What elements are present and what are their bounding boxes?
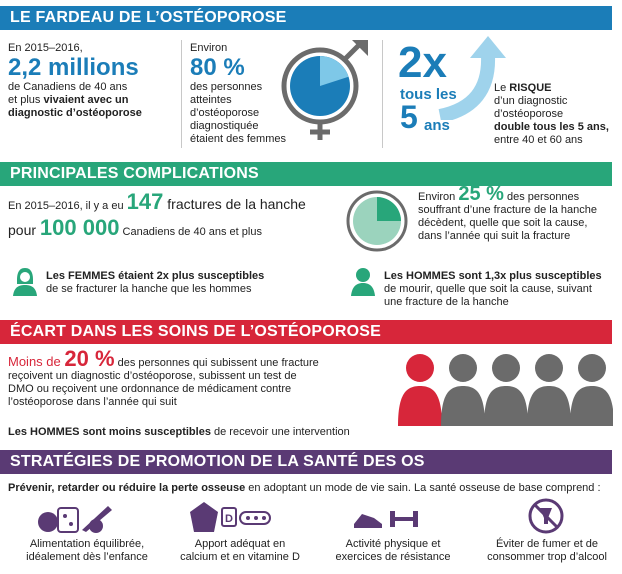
section-header-strategies: STRATÉGIES DE PROMOTION DE LA SANTÉ DES OS (0, 450, 612, 474)
person-icon (484, 354, 528, 426)
exercise-icon (352, 506, 422, 532)
section-header-care-gap: ÉCART DANS LES SOINS DE L’OSTÉOPOROSE (0, 320, 612, 344)
burden-line2: et plus vivaient avec un (8, 94, 129, 106)
risk-multiplier: 2x (398, 38, 447, 87)
vitamin-d-label: D (225, 513, 233, 525)
people-row-icon (398, 350, 613, 426)
food-icon (36, 500, 116, 534)
fracture-line1: En 2015–2016, il y a eu 147 fractures de la hanche (8, 189, 306, 214)
person-icon (527, 354, 571, 426)
burden-line1: de Canadiens de 40 ans (8, 81, 128, 93)
person-highlighted-icon (398, 354, 442, 426)
risk-years: ans (424, 117, 450, 134)
women-intro: Environ (190, 42, 228, 54)
care-gap-text: Moins de 20 % des personnes qui subissent une fracture reçoivent un diagnostic d’ostéoporose, subissent un test de DMO ou reçoivent une ordonnance de médicament contre l’ostéoporose dans l’année qui suit (8, 346, 319, 408)
care-gap-men: Les HOMMES sont moins susceptibles de recevoir une intervention (8, 426, 350, 438)
divider (181, 40, 182, 148)
fracture-line2: pour 100 000 Canadiens de 40 ans et plus (8, 215, 262, 240)
risk-every: tous les (400, 86, 457, 103)
strategy-item-avoid: Éviter de fumer et de consommer trop d’alcool (487, 538, 607, 563)
strategy-item-calcium: Apport adéquat en calcium et en vitamine D (180, 538, 300, 563)
section-header-complications: PRINCIPALES COMPLICATIONS (0, 162, 612, 186)
gender-pie-icon (276, 38, 376, 142)
burden-big-number: 2,2 millions (8, 54, 139, 81)
strategy-item-food: Alimentation équilibrée, idéalement dès l’enfance (26, 538, 148, 563)
women-percent: 80 % (190, 54, 245, 81)
strategy-item-exercise: Activité physique et exercices de résistance (335, 538, 451, 563)
mortality-text: Environ 25 % des personnes souffrant d’une fracture de la hanche décèdent, quelle que soit la cause, dans l’année qui suit la fracture (418, 183, 597, 242)
women-lines: des personnes atteintes d’ostéoporose diagnostiquée étaient des femmes (190, 81, 286, 145)
section-header-burden: LE FARDEAU DE L’OSTÉOPOROSE (0, 6, 612, 30)
person-icon (570, 354, 613, 426)
burden-line3: diagnostic d’ostéoporose (8, 107, 142, 119)
man-icon (350, 266, 376, 296)
burden-intro: En 2015–2016, (8, 42, 83, 54)
no-smoking-icon (528, 498, 564, 534)
person-icon (441, 354, 485, 426)
men-mortality-text: Les HOMMES sont 1,3x plus susceptibles de mourir, quelle que soit la cause, suivant une fracture de la hanche (384, 270, 602, 308)
woman-icon (12, 266, 38, 296)
mortality-pie-icon (346, 190, 408, 252)
divider (382, 40, 383, 148)
calcium-icon (186, 498, 276, 534)
women-fracture-text: Les FEMMES étaient 2x plus susceptibles de se fracturer la hanche que les hommes (46, 270, 265, 295)
risk-five: 5 (400, 99, 418, 135)
strategies-intro: Prévenir, retarder ou réduire la perte osseuse en adoptant un mode de vie sain. La santé osseuse de base comprend : (8, 482, 601, 494)
risk-text: Le RISQUE d’un diagnostic d’ostéoporose double tous les 5 ans, entre 40 et 60 ans (494, 82, 609, 146)
